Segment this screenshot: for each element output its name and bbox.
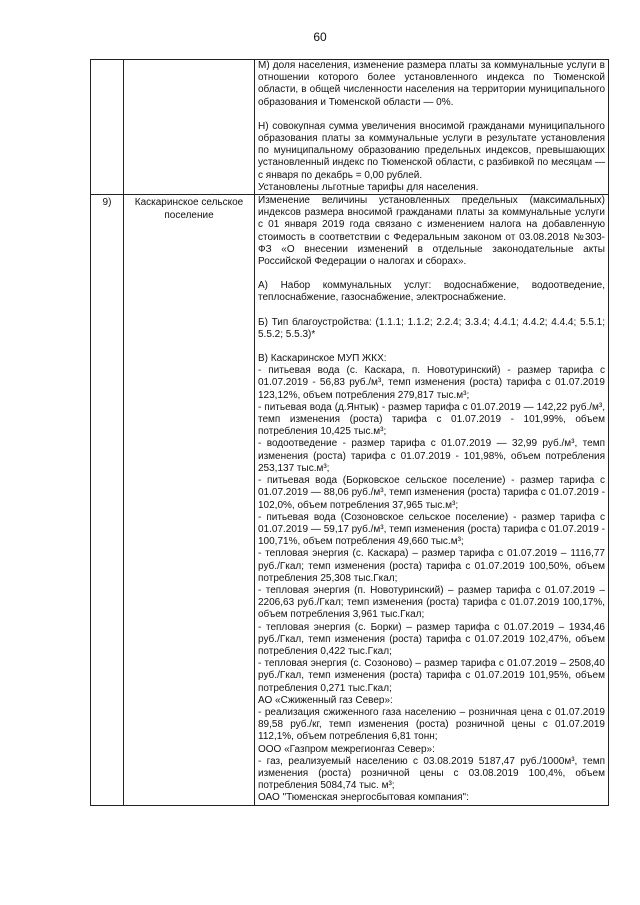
row-number: 9) bbox=[91, 195, 124, 806]
table-row bbox=[91, 195, 609, 806]
paragraph: ООО «Газпром межрегионгаз Север»: bbox=[258, 743, 435, 755]
paragraph: Установлены льготные тарифы для населения. bbox=[258, 181, 479, 193]
paragraph-spacer bbox=[258, 305, 605, 317]
paragraph: - тепловая энергия (с. Борки) – размер тарифа с 01.07.2019 – 1934,46 руб./Гкал, темп изменения (роста) тарифа с 01.07.2019 102,47%, объем потребления 0,422 тыс.Гкал; bbox=[258, 621, 605, 657]
row-number-cell bbox=[91, 60, 124, 195]
table-row bbox=[91, 60, 609, 195]
paragraph: - газ, реализуемый населению с 03.08.2019 5187,47 руб./1000м³, темп изменения (роста) розничной цены с 03.08.2019 100,4%, объем потребления 5084,74 тыс. м³; bbox=[258, 755, 605, 792]
paragraph: - водоотведение - размер тарифа с 01.07.2019 — 32,99 руб./м³, темп изменения (роста) тарифа с 01.07.2019 - 101,98%, объем потребления 253,137 тыс.м³; bbox=[258, 438, 605, 474]
tariff-table bbox=[90, 59, 609, 806]
paragraph: Изменение величины установленных предельных (максимальных) индексов размера вносимой гражданами платы за коммунальные услуги с 01 января 2019 года связано с изменением налога на добавленную стоимость в соответствии с Федеральным законом от 03.08.2018 №303-ФЗ «О внесении изменений в отдельные законодательные акты Российской Федерации о налогах и сборах». bbox=[258, 195, 605, 268]
paragraph: - питьевая вода (д.Янтык) - размер тарифа с 01.07.2019 — 142,22 руб./м³, темп изменения (роста) тарифа с 01.07.2019 - 101,99%, объем потребления 10,425 тыс.м³; bbox=[258, 401, 605, 438]
row-text-cell bbox=[255, 60, 609, 195]
paragraph: Н) совокупная сумма увеличения вносимой гражданами муниципального образования платы за коммунальные услуги в результате установления по муниципальному образованию предельных индексов, превышающих установленный индекс по Тюменской области, с разбивкой по месяцам — с января по декабрь = 0,00 рублей. bbox=[258, 120, 605, 181]
paragraph-spacer bbox=[258, 341, 605, 353]
row-name-cell bbox=[124, 60, 255, 195]
paragraph: Б) Тип благоустройства: (1.1.1; 1.1.2; 2.2.4; 3.3.4; 4.4.1; 4.4.2; 4.4.4; 5.5.1; 5.5.2; 5.5.3)* bbox=[258, 316, 605, 340]
paragraph: - питьевая вода (Созоновское сельское поселение) - размер тарифа с 01.07.2019 — 59,17 руб./м³, темп изменения (роста) тарифа с 01.07.2019 - 100,71%, объем потребления 49,660 тыс.м³; bbox=[258, 511, 605, 548]
paragraph: - тепловая энергия (с. Созоново) – размер тарифа с 01.07.2019 – 2508,40 руб./Гкал, темп изменения (роста) тарифа с 01.07.2019 101,95%, объем потребления 0,271 тыс.Гкал; bbox=[258, 658, 605, 694]
settlement-name: Каскаринское сельское поселение bbox=[124, 195, 255, 806]
paragraph: - тепловая энергия (с. Каскара) – размер тарифа с 01.07.2019 – 1116,77 руб./Гкал; темп изменения (роста) тарифа с 01.07.2019 100,50%, объем потребления 25,308 тыс.Гкал; bbox=[258, 548, 605, 584]
paragraph: В) Каскаринское МУП ЖКХ: bbox=[258, 353, 387, 365]
paragraph: А) Набор коммунальных услуг: водоснабжение, водоотведение, теплоснабжение, газоснабжение, электроснабжение. bbox=[258, 280, 605, 304]
paragraph: М) доля населения, изменение размера платы за коммунальные услуги в отношении которого более установленного индекса по Тюменской области, в общей численности населения на территории муниципального образования и Тюменской области — 0%. bbox=[258, 60, 605, 108]
paragraph: АО «Сжиженный газ Север»: bbox=[258, 694, 393, 706]
paragraph: - питьевая вода (с. Каскара, п. Новотуринский) - размер тарифа с 01.07.2019 - 56,83 руб./м³, темп изменения (роста) тарифа с 01.07.2019 123,12%, объем потребления 279,817 тыс.м³; bbox=[258, 365, 605, 401]
paragraph-spacer bbox=[258, 268, 605, 280]
row-text-cell bbox=[255, 195, 609, 806]
paragraph: - питьевая вода (Борковское сельское поселение) - размер тарифа с 01.07.2019 — 88,06 руб./м³, темп изменения (роста) тарифа с 01.07.2019 - 102,0%, объем потребления 37,965 тыс.м³; bbox=[258, 475, 605, 511]
paragraph: - реализация сжиженного газа населению – розничная цена с 01.07.2019 89,58 руб./кг, темп изменения (роста) розничной цены с 01.07.2019 112,1%, объем потребления 6,81 тонн; bbox=[258, 706, 605, 743]
paragraph-spacer bbox=[258, 109, 605, 121]
paragraph: - тепловая энергия (п. Новотуринский) – размер тарифа с 01.07.2019 – 2206,63 руб./Гкал; темп изменения (роста) тарифа с 01.07.2019 100,17%, объем потребления 3,961 тыс.Гкал; bbox=[258, 584, 605, 621]
page-number: 60 bbox=[313, 30, 327, 44]
paragraph: ОАО "Тюменская энергосбытовая компания": bbox=[258, 792, 469, 804]
